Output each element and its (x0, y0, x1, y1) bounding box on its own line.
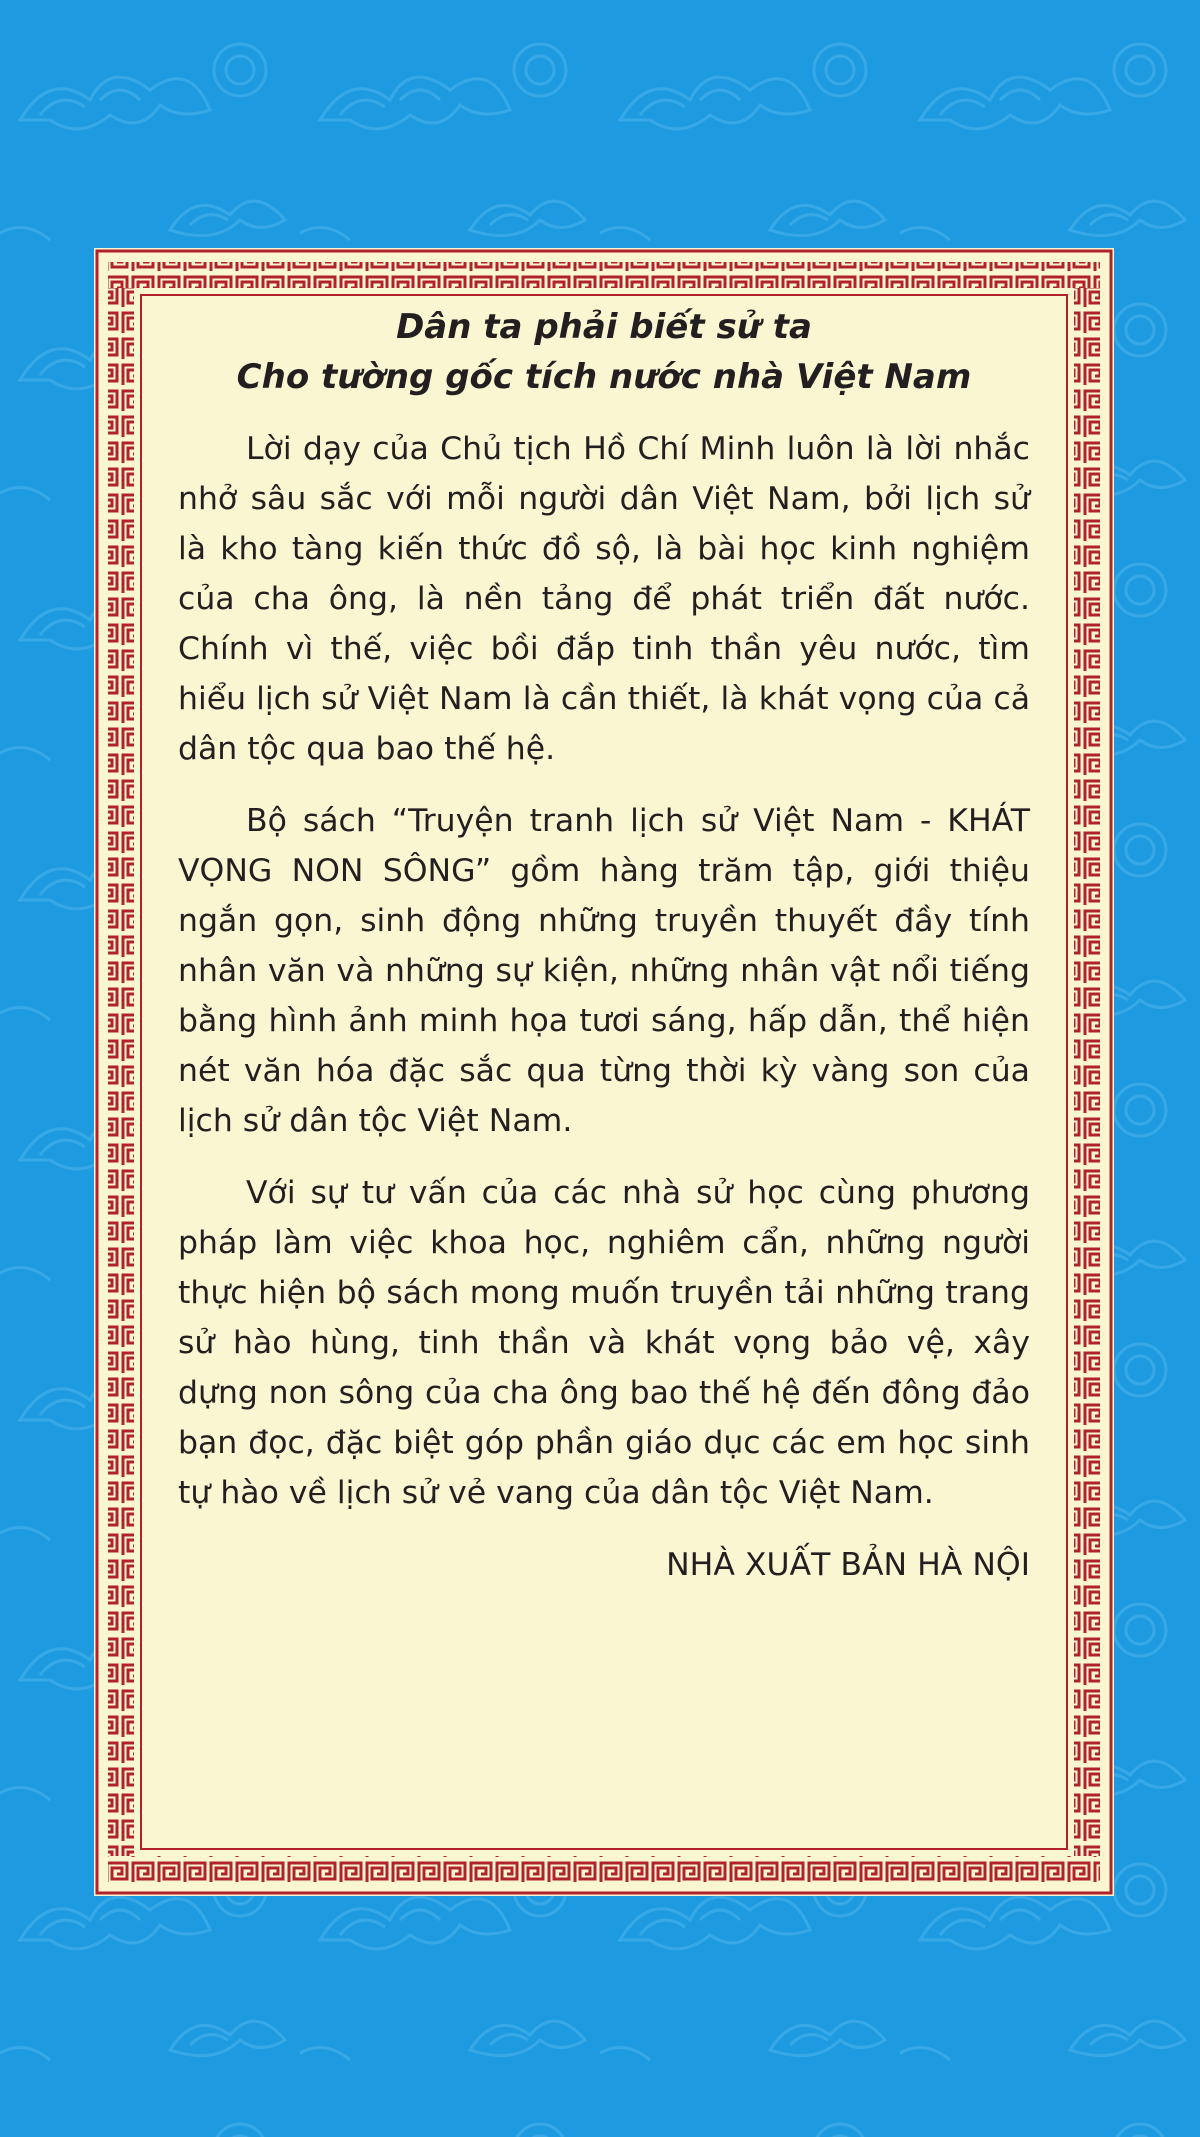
paragraph-1: Lời dạy của Chủ tịch Hồ Chí Minh luôn là lời nhắc nhở sâu sắc với mỗi người dân Việt Nam, bởi lịch sử là kho tàng kiến thức đồ sộ, là bài học kinh nghiệm của cha ông, là nền tảng để phát triển đất nước. Chính vì thế, việc bồi đắp tinh thần yêu nước, tìm hiểu lịch sử Việt Nam là cần thiết, là khát vọng của cả dân tộc qua bao thế hệ. (178, 431, 1030, 767)
document-body (178, 302, 1030, 1590)
paragraph-3: Với sự tư vấn của các nhà sử học cùng phương pháp làm việc khoa học, nghiêm cẩn, những người thực hiện bộ sách mong muốn truyền tải những trang sử hào hùng, tinh thần và khát vọng bảo vệ, xây dựng non sông của cha ông bao thế hệ đến đông đảo bạn đọc, đặc biệt góp phần giáo dục các em học sinh tự hào về lịch sử vẻ vang của dân tộc Việt Nam. (178, 1175, 1030, 1511)
paragraph-2: Bộ sách “Truyện tranh lịch sử Việt Nam - KHÁT VỌNG NON SÔNG” gồm hàng trăm tập, giới thiệu ngắn gọn, sinh động những truyền thuyết đầy tính nhân văn và những sự kiện, những nhân vật nổi tiếng bằng hình ảnh minh họa tươi sáng, hấp dẫn, thể hiện nét văn hóa đặc sắc qua từng thời kỳ vàng son của lịch sử dân tộc Việt Nam. (178, 803, 1030, 1139)
poem-line-1: Dân ta phải biết sử ta (396, 307, 812, 347)
text-panel (94, 248, 1114, 1896)
publisher-signature: NHÀ XUẤT BẢN HÀ NỘI (666, 1547, 1030, 1583)
poem-quote (178, 302, 1030, 402)
poem-line-2: Cho tường gốc tích nước nhà Việt Nam (236, 357, 972, 397)
